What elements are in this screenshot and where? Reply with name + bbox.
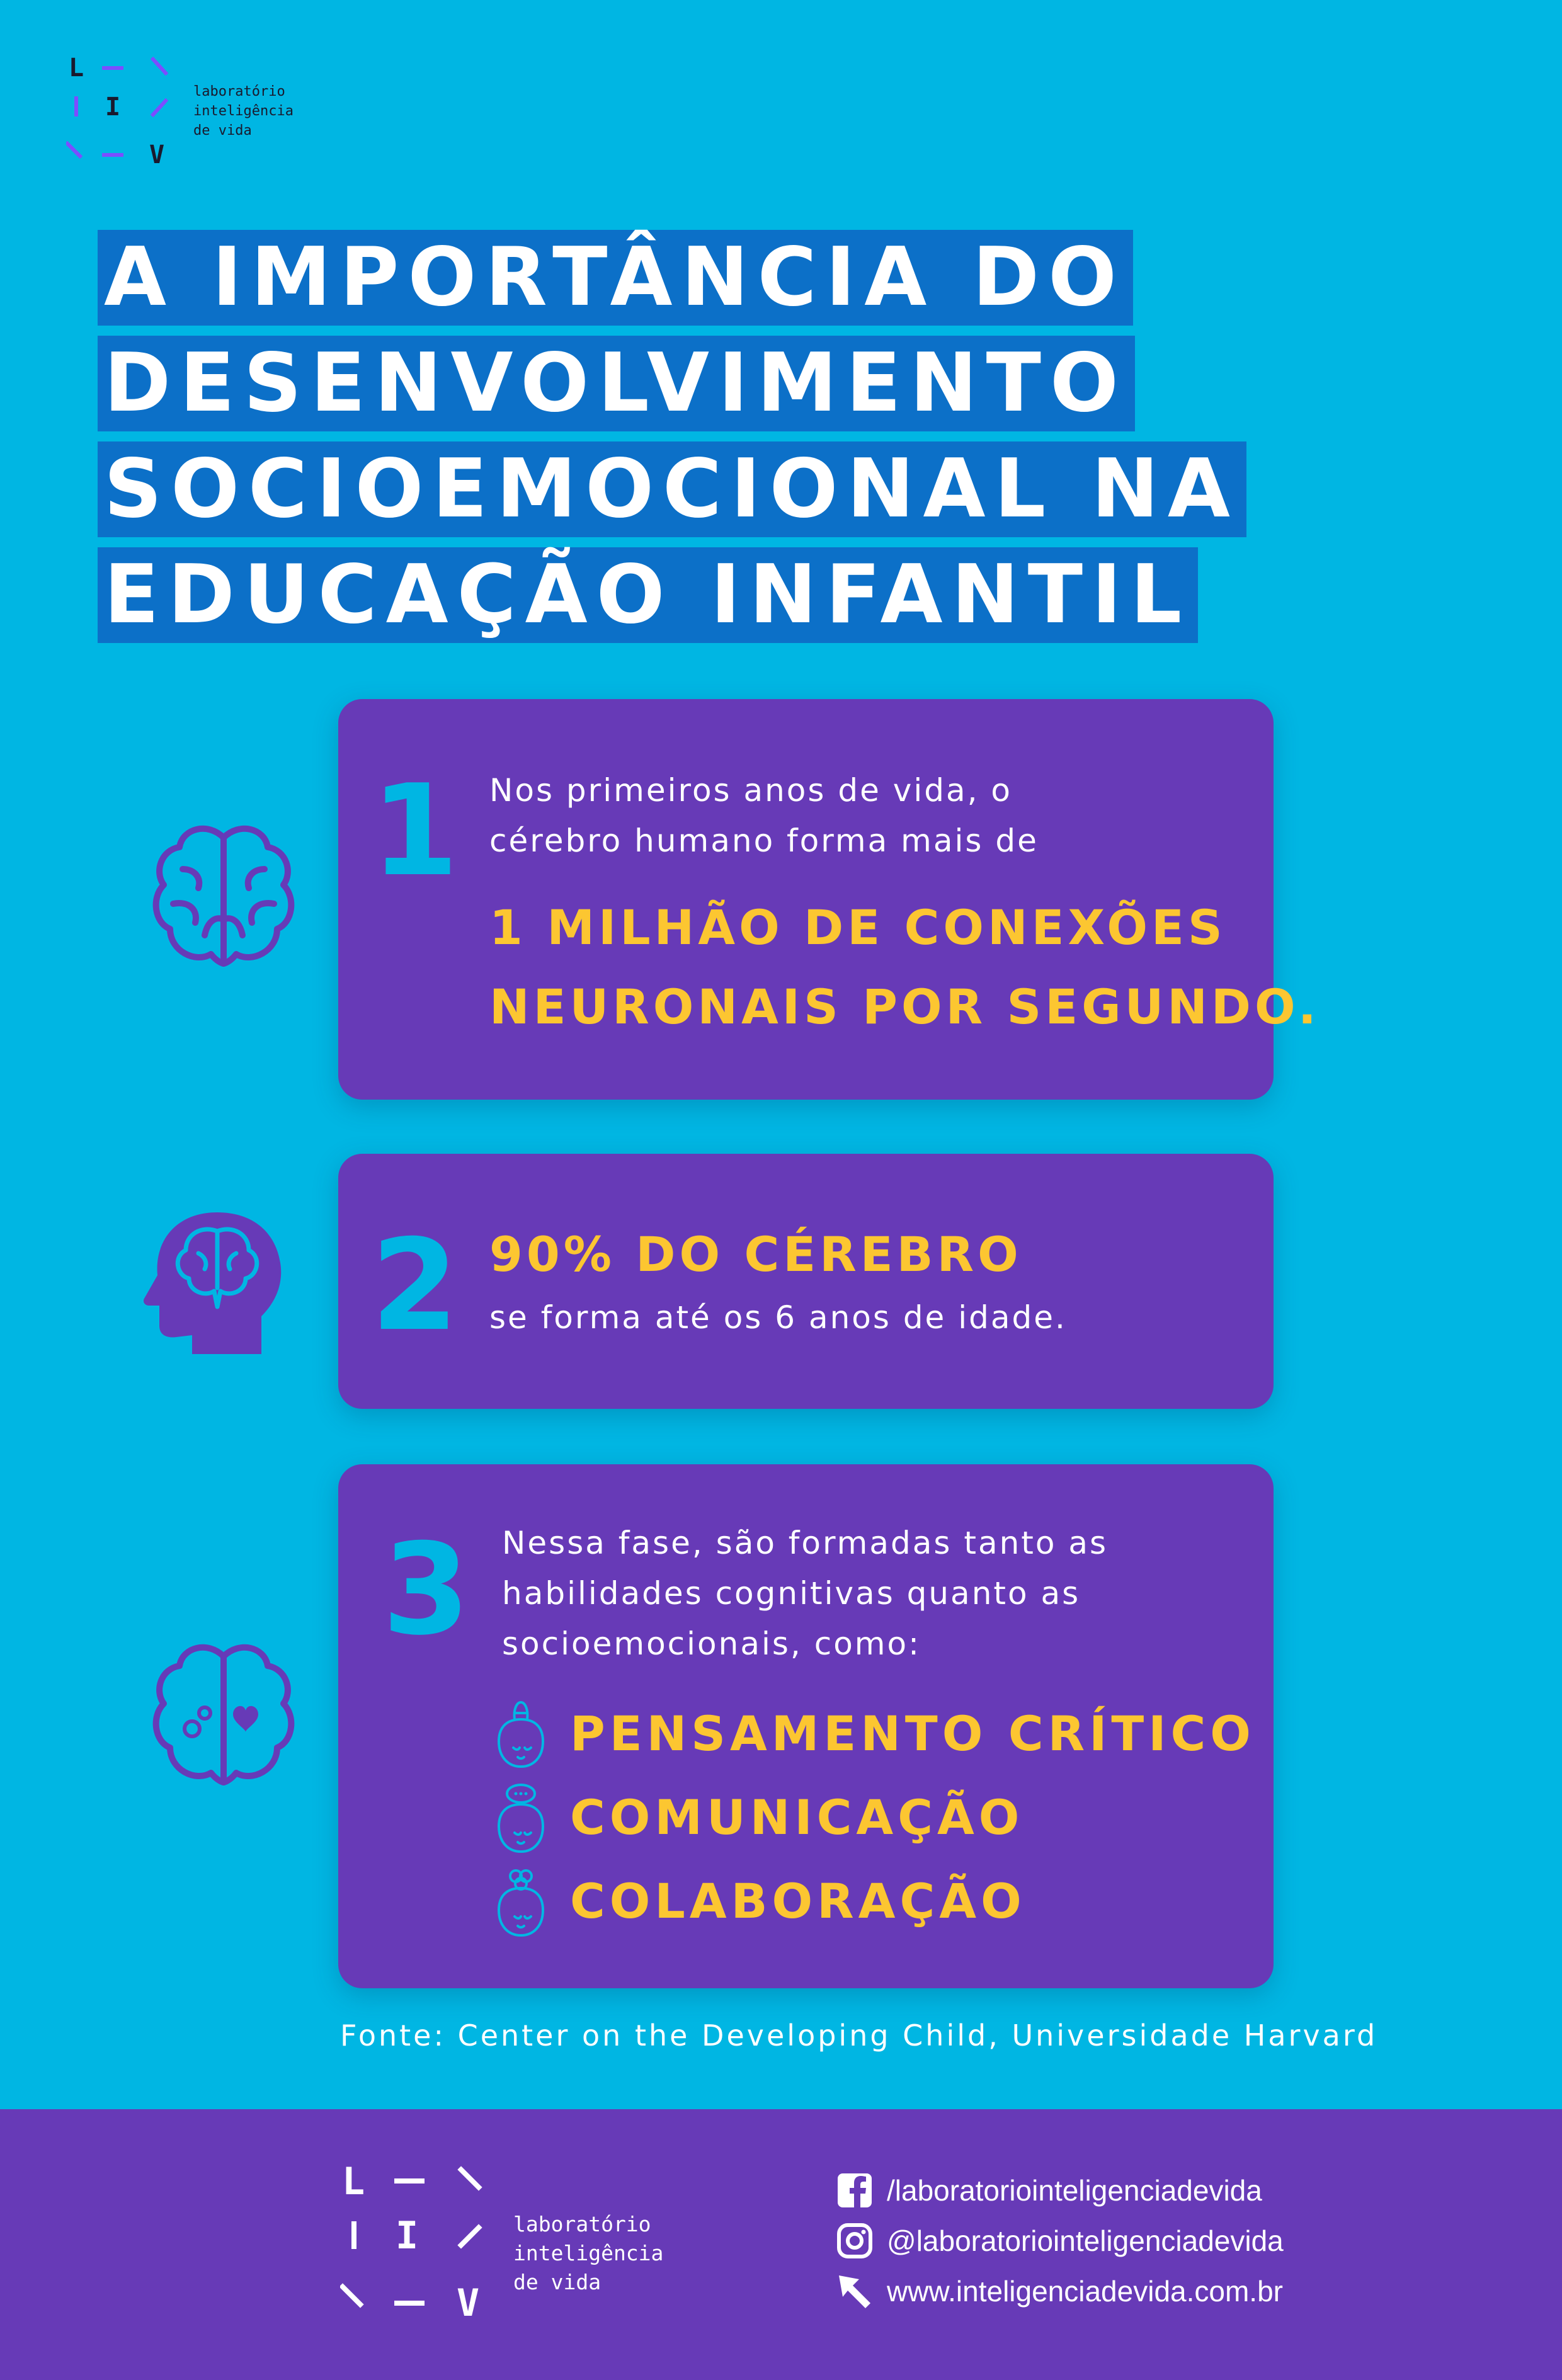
logo-text (193, 82, 294, 140)
card-number: 2 (371, 1212, 459, 1359)
card-highlight-line: NEURONAIS POR SEGUNDO. (489, 979, 1320, 1035)
title-line-1: A IMPORTÂNCIA DO (98, 230, 1133, 326)
logo-letter-i: I (395, 2214, 419, 2258)
skill-label: COLABORAÇÃO (570, 1873, 1026, 1929)
card-text: se forma até os 6 anos de idade. (489, 1299, 1067, 1336)
card-text (502, 1518, 1108, 1669)
card-text-line: habilidades cognitivas quanto as (502, 1575, 1081, 1612)
logo-letter-v: V (149, 140, 165, 169)
fact-card-2 (338, 1154, 1274, 1409)
logo-letter-v: V (456, 2281, 480, 2325)
head-brain-icon (142, 1206, 287, 1357)
top-logo (66, 54, 331, 170)
logo-text-line: laboratório (513, 2212, 651, 2236)
logo-text-line: inteligência (193, 103, 294, 119)
instagram-icon (836, 2223, 873, 2259)
skill-item (489, 1697, 1255, 1770)
source-note: Fonte: Center on the Developing Child, Universidade Harvard (340, 2018, 1378, 2053)
website-link[interactable] (836, 2273, 1283, 2309)
footer-logo (340, 2160, 693, 2330)
skill-label: COMUNICAÇÃO (570, 1789, 1024, 1845)
instagram-link[interactable] (836, 2223, 1284, 2259)
instagram-handle[interactable]: @laboratoriointeligenciadevida (887, 2224, 1284, 2257)
logo-text-line: inteligência (513, 2241, 664, 2265)
speech-head-icon (489, 1781, 552, 1853)
card-number: 3 (382, 1517, 470, 1663)
card-text-line: Nessa fase, são formadas tanto as (502, 1525, 1109, 1561)
title-line-4: EDUCAÇÃO INFANTIL (98, 547, 1198, 643)
brain-icon (145, 819, 302, 976)
facebook-handle[interactable]: /laboratoriointeligenciadevida (887, 2174, 1262, 2207)
logo-text-line: de vida (193, 123, 252, 139)
logo-text-line: laboratório (193, 84, 285, 100)
fact-card-1 (338, 699, 1320, 1100)
card-highlight: 90% DO CÉREBRO (489, 1226, 1022, 1282)
card-text-line: socioemocionais, como: (502, 1626, 921, 1662)
logo-letter-l: L (341, 2160, 365, 2204)
card-text (489, 765, 1039, 866)
logo-letter-i: I (105, 93, 121, 122)
logo-letter-l: L (68, 54, 84, 83)
card-highlight-line: 1 MILHÃO DE CONEXÕES (489, 899, 1226, 955)
group-head-icon (489, 1865, 552, 1937)
cursor-arrow-icon (836, 2273, 873, 2309)
fact-card-3 (338, 1464, 1274, 1988)
title-line-2: DESENVOLVIMENTO (98, 336, 1135, 431)
website-url[interactable]: www.inteligenciadevida.com.br (887, 2275, 1283, 2308)
card-text-line: Nos primeiros anos de vida, o (489, 772, 1012, 809)
lightbulb-head-icon (489, 1697, 552, 1770)
facebook-link[interactable] (836, 2172, 1262, 2209)
skill-item (489, 1865, 1026, 1937)
skill-item (489, 1781, 1023, 1853)
logo-text-line: de vida (513, 2270, 601, 2294)
footer (0, 2109, 1562, 2380)
logo-text (513, 2210, 663, 2297)
card-text-line: cérebro humano forma mais de (489, 823, 1039, 859)
card-highlight (489, 888, 1320, 1047)
skill-label: PENSAMENTO CRÍTICO (570, 1705, 1255, 1762)
brain-gear-heart-icon (142, 1637, 305, 1801)
card-number: 1 (371, 758, 459, 904)
title-line-3: SOCIOEMOCIONAL NA (98, 441, 1246, 537)
facebook-icon (836, 2172, 873, 2209)
